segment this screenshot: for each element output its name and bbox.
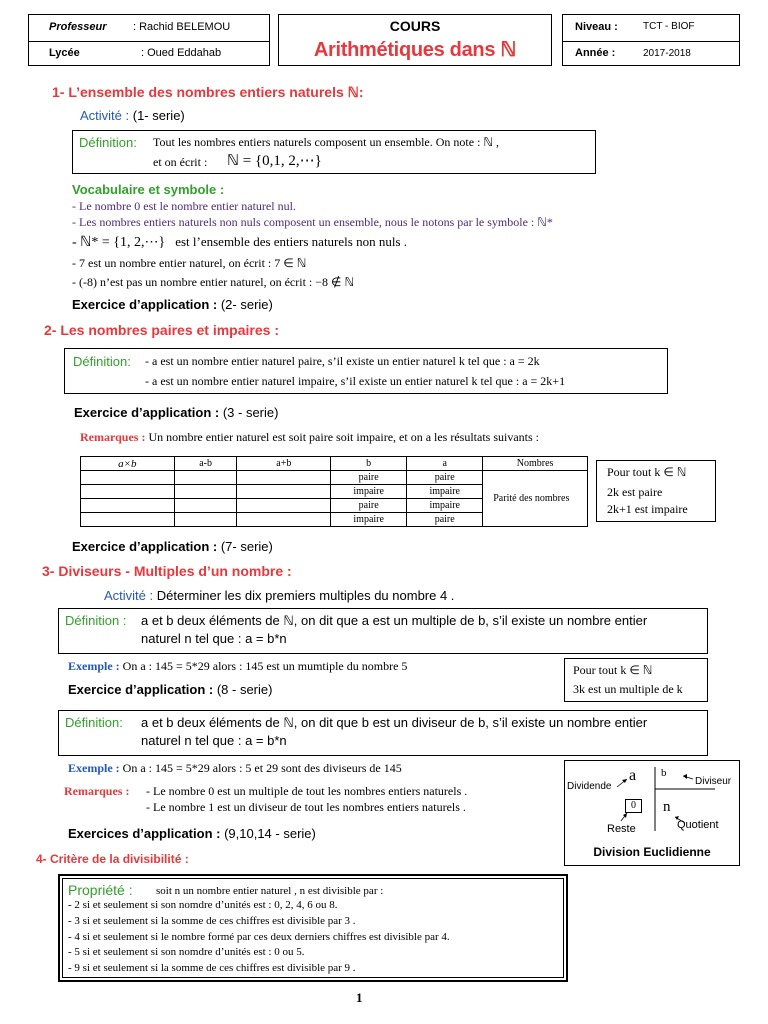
- s3-activite: [104, 588, 454, 603]
- s3-exo1-value: (8 - serie): [216, 682, 273, 697]
- s4-propriete-box: [58, 874, 568, 982]
- s2-def-line1: - a est un nombre entier naturel paire, s’il existe un entier naturel k tel que : a = 2k: [145, 354, 540, 368]
- cell-a: paire: [407, 471, 483, 485]
- s3-exemple-2: [68, 761, 402, 776]
- header-lycee-row: [29, 41, 269, 67]
- list-item: - 2 si et seulement si son nomdre d’unités est : 0, 2, 4, 6 ou 8.: [68, 899, 338, 911]
- header-prof-row: [29, 15, 269, 42]
- header-annee-row: [563, 41, 739, 67]
- division-diagram-box: [564, 760, 740, 866]
- s3-exercice-1: [68, 682, 272, 697]
- s3-ex1-text: On a : 145 = 5*29 alors : 145 est un mumtiple du nombre 5: [122, 659, 408, 673]
- s1-vocab-3: [72, 233, 407, 251]
- section-4-title: 4- Critère de la divisibilité :: [36, 852, 189, 866]
- cell-a: impaire: [407, 499, 483, 513]
- s2-exo1-value: (3 - serie): [222, 405, 279, 420]
- s2-exo2-value: (7- serie): [220, 539, 273, 554]
- s3-exo2-value: (9,10,14 - serie): [224, 826, 316, 841]
- s3-rem-2: - Le nombre 1 est un diviseur de tout les nombres entiers naturels .: [146, 800, 466, 814]
- th-a-minus-b: a-b: [174, 457, 237, 471]
- s1-activite-value: (1- serie): [132, 108, 185, 123]
- div-n: n: [663, 799, 671, 815]
- table-header-row: [81, 457, 588, 471]
- s1-vocab-2: - Les nombres entiers naturels non nuls composent un ensemble, nous le notons par le symbole : ℕ*: [72, 215, 553, 229]
- th-a-plus-b: a+b: [237, 457, 331, 471]
- annee-label: Année :: [575, 47, 616, 59]
- table-row: [81, 471, 588, 485]
- s3-multiple-note-box: [564, 658, 708, 702]
- div-zero: 0: [625, 799, 642, 813]
- s1-vocab-3-text: est l’ensemble des entiers naturels non nuls .: [175, 234, 407, 249]
- s1-def-line2: et on écrit :: [153, 155, 208, 169]
- s3-definition-2-box: [58, 710, 708, 756]
- cell-a: paire: [407, 513, 483, 527]
- section-3-title: 3- Diviseurs - Multiples d’un nombre :: [42, 563, 292, 579]
- cell-b: impaire: [331, 513, 407, 527]
- th-b: b: [331, 457, 407, 471]
- th-nombres: Nombres: [483, 457, 588, 471]
- list-item: - 3 si et seulement si la somme de ces chiffres est divisible par 3 .: [68, 915, 356, 927]
- s2-exo1-label: Exercice d’application :: [74, 405, 220, 420]
- div-b: b: [661, 767, 667, 779]
- s1-activite: [80, 108, 185, 123]
- s2-exercice-2: [72, 539, 273, 554]
- s3-def1-line2: naturel n tel que : a = b*n: [141, 631, 287, 646]
- parity-table: [80, 456, 588, 527]
- list-item: - 4 si et seulement si le nombre formé par ces deux derniers chiffres est divisible par 4.: [68, 931, 450, 943]
- s2-box-line3: 2k+1 est impaire: [607, 502, 688, 516]
- quotient-label: Quotient: [677, 819, 719, 831]
- s2-exo2-label: Exercice d’application :: [72, 539, 218, 554]
- s3-definition-1-box: [58, 608, 708, 654]
- header-right-box: [562, 14, 740, 66]
- page-number: 1: [356, 990, 363, 1005]
- niveau-label: Niveau :: [575, 21, 618, 33]
- s1-vocab-1: - Le nombre 0 est le nombre entier naturel nul.: [72, 199, 296, 213]
- s3-activite-label: Activité :: [104, 588, 154, 603]
- section-2-title: 2- Les nombres paires et impaires :: [44, 322, 279, 338]
- cell-parite: Parité des nombres: [483, 471, 588, 527]
- s2-rem-text: Un nombre entier naturel est soit paire soit impaire, et on a les résultats suivants :: [148, 430, 540, 444]
- s1-activite-label: Activité :: [80, 108, 130, 123]
- s3-rem-label: Remarques :: [64, 784, 130, 798]
- header-left-box: [28, 14, 270, 66]
- annee-value: 2017-2018: [643, 48, 691, 59]
- s1-definition-box: [72, 130, 596, 174]
- s2-exercice-1: [74, 405, 278, 420]
- s3-def1-line1: a et b deux éléments de ℕ, on dit que a est un multiple de b, s’il existe un nombre entier: [141, 613, 648, 628]
- s1-vocab-5: - (-8) n’est pas un nombre entier naturel, on écrit : −8 ∉ ℕ: [72, 275, 355, 289]
- list-item: - 5 si et seulement si son nomdre d’unités est : 0 ou 5.: [68, 946, 305, 958]
- s2-parity-note-box: [596, 460, 716, 522]
- s1-exo-label: Exercice d’application :: [72, 297, 218, 312]
- s3-box-line2: 3k est un multiple de k: [573, 682, 683, 696]
- niveau-value: TCT - BIOF: [643, 21, 695, 32]
- s3-def2-line2: naturel n tel que : a = b*n: [141, 733, 287, 748]
- s3-activite-value: Déterminer les dix premiers multiples du nombre 4 .: [156, 588, 455, 603]
- s1-vocab-title: Vocabulaire et symbole :: [72, 182, 225, 197]
- s3-remarques: [64, 784, 129, 799]
- cell-b: impaire: [331, 485, 407, 499]
- s2-definition-box: [64, 348, 668, 394]
- cell-b: paire: [331, 499, 407, 513]
- list-item: - 9 si et seulement si la somme de ces chiffres est divisible par 9 .: [68, 962, 356, 974]
- lycee-label: Lycée: [49, 47, 80, 59]
- s2-remarques: [80, 430, 539, 445]
- s3-def2-line1: a et b deux éléments de ℕ, on dit que b est un diviseur de b, s’il existe un nombre entier: [141, 715, 648, 730]
- s3-exo2-label: Exercices d’application :: [68, 826, 221, 841]
- s3-box-line1: Pour tout k ∈ ℕ: [573, 663, 653, 677]
- s3-ex2-text: On a : 145 = 5*29 alors : 5 et 29 sont des diviseurs de 145: [122, 761, 402, 775]
- s3-rem-1: - Le nombre 0 est un multiple de tout les nombres entiers naturels .: [146, 784, 468, 798]
- s3-exo1-label: Exercice d’application :: [68, 682, 214, 697]
- lycee-value: : Oued Eddahab: [141, 47, 222, 59]
- reste-label: Reste: [607, 823, 636, 835]
- prof-value: : Rachid BELEMOU: [133, 21, 231, 33]
- s3-exercice-2: [68, 826, 316, 841]
- s2-box-line1: Pour tout k ∈ ℕ: [607, 465, 687, 479]
- s1-def-line1: Tout les nombres entiers naturels composent un ensemble. On note : ℕ ,: [153, 135, 500, 149]
- s3-def2-label: Définition:: [65, 715, 123, 730]
- section-1-title: 1- L’ensemble des nombres entiers naturels ℕ:: [52, 84, 364, 100]
- s3-def1-label: Définition :: [65, 613, 127, 628]
- s2-rem-label: Remarques :: [80, 430, 146, 444]
- page-title: Arithmétiques dans ℕ: [313, 39, 517, 61]
- header-center-box: [278, 14, 552, 66]
- s4-prop-intro: soit n un nombre entier naturel , n est divisible par :: [156, 885, 384, 897]
- s3-exemple-1: [68, 659, 407, 674]
- s1-def-formula: ℕ = {0,1, 2,⋯}: [227, 153, 322, 169]
- division-caption: Division Euclidienne: [593, 845, 711, 859]
- s4-prop-label: Propriété :: [68, 882, 133, 898]
- div-a: a: [629, 767, 637, 784]
- s3-ex2-label: Exemple :: [68, 761, 120, 775]
- s2-box-line2: 2k est paire: [607, 485, 663, 499]
- s2-def-line2: - a est un nombre entier naturel impaire, s’il existe un entier naturel k tel que : a = 2k+1: [145, 374, 566, 388]
- s3-ex1-label: Exemple :: [68, 659, 120, 673]
- th-a: a: [407, 457, 483, 471]
- prof-label: Professeur: [49, 21, 107, 33]
- s1-exercice: [72, 297, 273, 312]
- cell-b: paire: [331, 471, 407, 485]
- s1-vocab-3-formula: - ℕ* = {1, 2,⋯}: [72, 235, 166, 250]
- s1-vocab-4: - 7 est un nombre entier naturel, on écrit : 7 ∈ ℕ: [72, 256, 307, 270]
- s1-def-label: Définition:: [79, 135, 137, 150]
- th-axb: a×b: [81, 457, 175, 471]
- diviseur-label: Diviseur: [695, 776, 732, 787]
- s2-def-label: Définition:: [73, 354, 131, 369]
- header-niveau-row: [563, 15, 739, 42]
- cours-label: COURS: [389, 18, 441, 34]
- s1-exo-value: (2- serie): [220, 297, 273, 312]
- dividende-label: Dividende: [567, 781, 612, 792]
- cell-a: impaire: [407, 485, 483, 499]
